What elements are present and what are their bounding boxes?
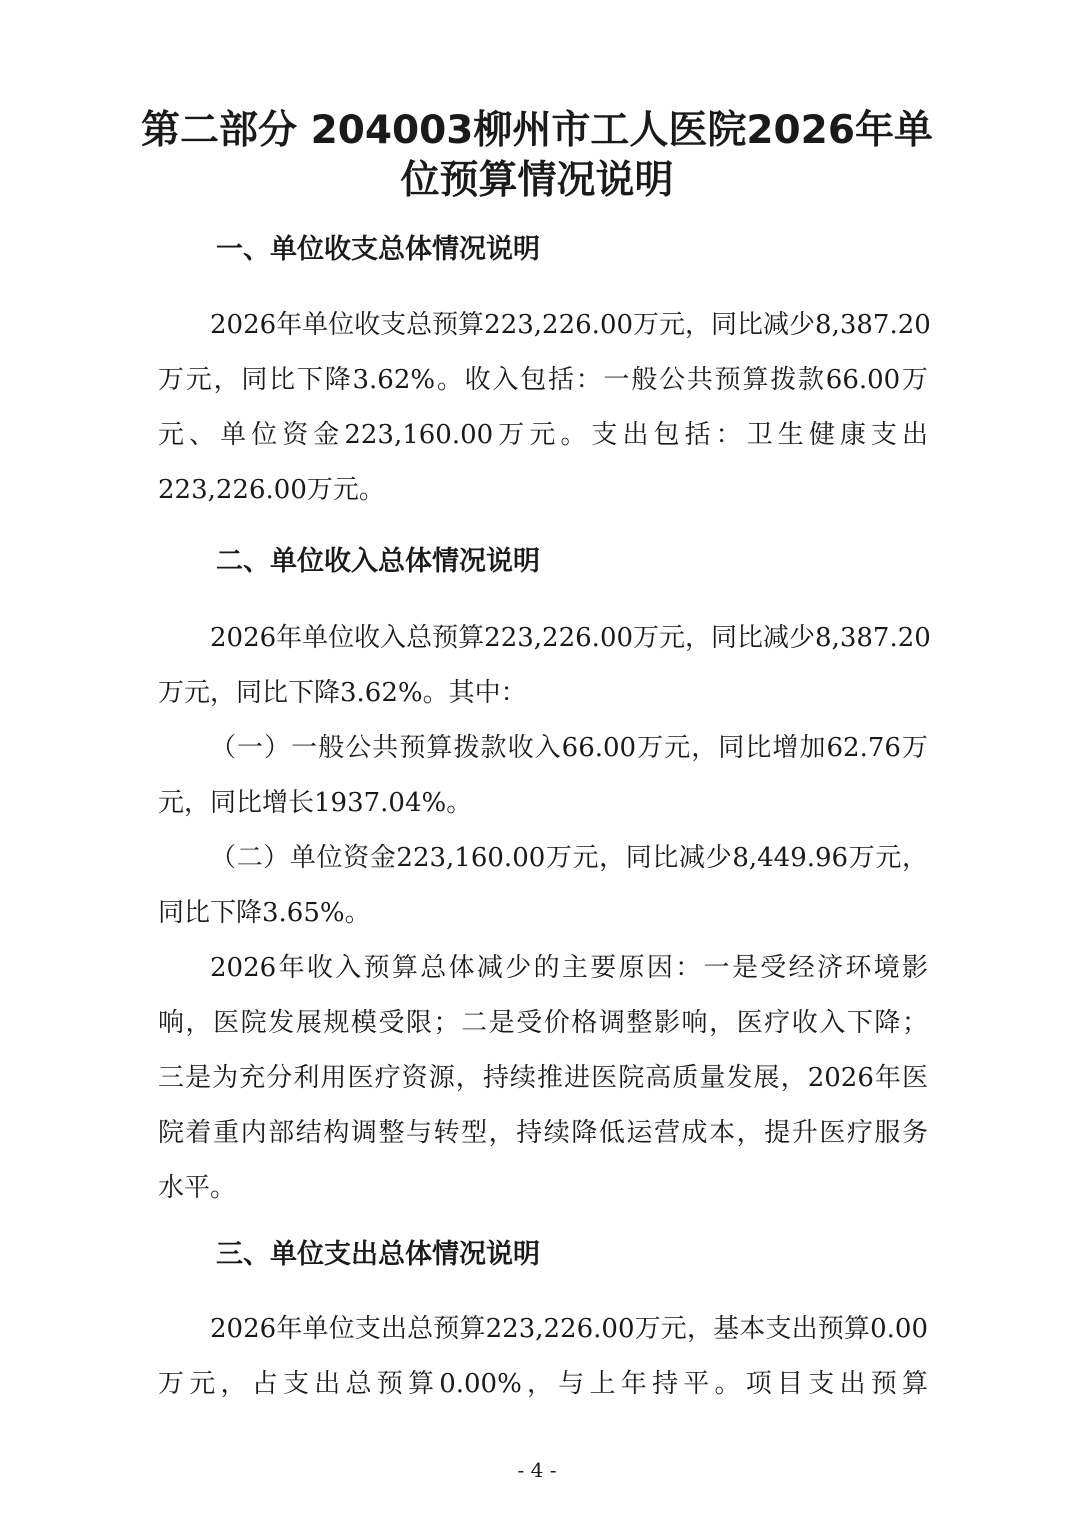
paragraph-line: 响，医院发展规模受限；二是受价格调整影响，医疗收入下降； xyxy=(158,1008,928,1038)
paragraph-line: 元、单位资金223,160.00万元。支出包括：卫生健康支出 xyxy=(158,420,928,450)
title-line-1: 第二部分 204003柳州市工人医院2026年单 xyxy=(141,108,933,153)
section-3-paragraph xyxy=(158,1302,928,1412)
section-2-paragraph xyxy=(158,611,931,1216)
section-3-heading: 三、单位支出总体情况说明 xyxy=(216,1239,540,1270)
paragraph-line: 2026年收入预算总体减少的主要原因：一是受经济环境影 xyxy=(210,953,928,983)
paragraph-line: （一）一般公共预算拨款收入66.00万元，同比增加62.76万 xyxy=(210,733,928,763)
paragraph-line: 万元，占支出总预算0.00%，与上年持平。项目支出预算 xyxy=(158,1369,928,1399)
section-1-paragraph xyxy=(158,298,931,518)
paragraph-line: 院着重内部结构调整与转型，持续降低运营成本，提升医疗服务 xyxy=(158,1118,928,1148)
paragraph-line: 万元，同比下降3.62%。收入包括：一般公共预算拨款66.00万 xyxy=(158,365,928,395)
section-2-heading: 二、单位收入总体情况说明 xyxy=(216,546,540,577)
paragraph-line: 223,226.00万元。 xyxy=(158,475,385,505)
paragraph-line: （二）单位资金223,160.00万元，同比减少8,449.96万元， xyxy=(210,843,928,873)
document-title xyxy=(130,106,944,206)
paragraph-line: 元，同比增长1937.04%。 xyxy=(158,788,473,818)
paragraph-line: 水平。 xyxy=(158,1173,237,1203)
paragraph-line: 三是为充分利用医疗资源，持续推进医院高质量发展，2026年医 xyxy=(158,1063,928,1093)
paragraph-line: 同比下降3.65%。 xyxy=(158,898,371,928)
section-1-heading: 一、单位收支总体情况说明 xyxy=(216,234,540,265)
title-line-2: 位预算情况说明 xyxy=(400,158,674,203)
paragraph-line: 万元，同比下降3.62%。其中： xyxy=(158,678,527,708)
paragraph-line: 2026年单位收入总预算223,226.00万元，同比减少8,387.20 xyxy=(210,623,931,653)
paragraph-line: 2026年单位支出总预算223,226.00万元，基本支出预算0.00 xyxy=(210,1314,928,1344)
page-number: - 4 - xyxy=(517,1458,557,1482)
paragraph-line: 2026年单位收支总预算223,226.00万元，同比减少8,387.20 xyxy=(210,310,931,340)
